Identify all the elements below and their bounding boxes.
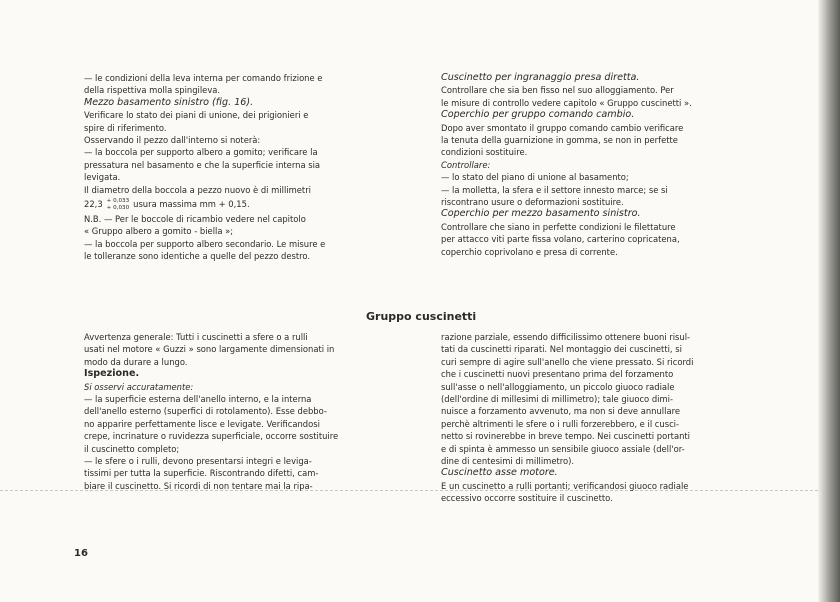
section-title: Gruppo cuscinetti [366, 310, 477, 323]
right-column-top [441, 72, 771, 258]
formula-lower: + 0,030 [106, 204, 130, 211]
text-line: Dopo aver smontato il gruppo comando cambio verificare [441, 122, 684, 133]
text-line: Controllare: [441, 159, 491, 170]
text-line: crepe, incrinature o ruvidezza superficiale, occorre sostituire [84, 431, 339, 442]
text-line: E un cuscinetto a rulli portanti; verificandosi giuoco radiale [441, 480, 689, 491]
text-line: « Gruppo albero a gomito - biella »; [84, 226, 234, 237]
text-line: curi sempre di agire sull'anello che viene pressato. Si ricordi [441, 356, 694, 367]
text-line: Verificare lo stato dei piani di unione, dei prigionieri e [84, 110, 309, 121]
text-line: razione parziale, essendo difficilissimo ottenere buoni risul- [441, 332, 691, 342]
text-line: Avvertenza generale: Tutti i cuscinetti a sfere o a rulli [84, 332, 308, 342]
text-line: e di spinta è ammesso un sensibile giuoco assiale (dell'or- [441, 443, 685, 454]
text-line: Controllare che siano in perfette condizioni le filettature [441, 221, 676, 232]
text-line: della rispettiva molla spingileva. [84, 85, 221, 96]
text-line: Cuscinetto asse motore. [441, 467, 558, 479]
text-line: riscontrano usure o deformazioni sostituire. [441, 197, 624, 208]
formula-base: 22,3 [84, 199, 103, 210]
text-line: Coperchio per gruppo comando cambio. [441, 109, 635, 121]
text-line: le tolleranze sono identiche a quelle del pezzo destro. [84, 251, 311, 262]
page-edge-shadow [818, 0, 840, 602]
text-line: dine di centesimi di millimetro). [441, 456, 575, 467]
text-line: (dell'ordine di millesimi di millimetro); tale giuoco dimi- [441, 394, 673, 405]
text-line: netto si rovinerebbe in breve tempo. Nei cuscinetti portanti [441, 431, 691, 442]
formula-upper: + 0,033 [106, 198, 130, 205]
text-line: sull'asse o nell'alloggiamento, un piccolo giuoco radiale [441, 381, 675, 392]
text-line: levigata. [84, 172, 121, 183]
text-line: tati da cuscinetti riparati. Nel montaggio dei cuscinetti, si [441, 344, 682, 355]
text-line: coperchio coprivolano e presa di corrente. [441, 246, 618, 257]
formula-tolerance [107, 198, 129, 211]
left-column-lower [84, 331, 414, 492]
text-line: biare il cuscinetto. Si ricordi di non tentare mai la ripa- [84, 480, 313, 491]
text-line: per attacco viti parte fissa volano, carterino copricatena, [441, 234, 680, 245]
text-line: no apparire perfettamente lisce e levigate. Verificandosi [84, 418, 320, 429]
text-line: usati nel motore « Guzzi » sono largamente dimensionati in [84, 344, 335, 355]
text-line: spire di riferimento. [84, 122, 167, 133]
text-line: tissimi per tutta la superficie. Riscontrando difetti, cam- [84, 468, 319, 479]
text-line: il cuscinetto completo; [84, 443, 180, 454]
text-line: perchè altrimenti le sfere o i rulli forzerebbero, e il cusci- [441, 418, 680, 429]
text-line: — la superficie esterna dell'anello interno, e la interna [84, 394, 312, 405]
text-line: nuisce a forzamento avvenuto, ma non si deve annullare [441, 406, 680, 417]
text-line: — la molletta, la sfera e il settore innesto marce; se si [441, 184, 668, 195]
text-line: — lo stato del piano di unione al basamento; [441, 172, 629, 183]
text-line: eccessivo occorre sostituire il cuscinetto. [441, 493, 613, 504]
tolerance-formula [84, 196, 414, 213]
left-column-top [84, 72, 414, 263]
formula-rest: usura massima mm + 0,15. [133, 199, 250, 210]
text-line: Si osservi accuratamente: [84, 381, 194, 392]
text-line: modo da durare a lungo. [84, 356, 188, 367]
text-line: Cuscinetto per ingranaggio presa diretta. [441, 72, 640, 83]
text-line: le misure di controllo vedere capitolo « Gruppo cuscinetti ». [441, 97, 692, 108]
text-line: Il diametro della boccola a pezzo nuovo è di millimetri [84, 184, 311, 195]
right-column-lower [441, 331, 771, 505]
text-line: N.B. — Per le boccole di ricambio vedere nel capitolo [84, 214, 306, 225]
text-line: Controllare che sia ben fisso nel suo alloggiamento. Per [441, 85, 674, 96]
text-line: — la boccola per supporto albero secondario. Le misure e [84, 238, 326, 249]
text-line: Coperchio per mezzo basamento sinistro. [441, 208, 641, 220]
text-line: la tenuta della guarnizione in gomma, se non in perfette [441, 135, 678, 146]
text-line: Ispezione. [84, 368, 140, 380]
text-line: condizioni sostituire. [441, 147, 528, 158]
text-line: dell'anello esterno (superfici di rotolamento). Esse debbo- [84, 406, 327, 417]
text-line: — le condizioni della leva interna per comando frizione e [84, 73, 323, 83]
text-line: — le sfere o i rulli, devono presentarsi integri e leviga- [84, 456, 312, 467]
page-number: 16 [74, 548, 88, 559]
text-line: pressatura nel basamento e che la superficie interna sia [84, 159, 321, 170]
text-line: Mezzo basamento sinistro (fig. 16). [84, 96, 254, 108]
text-line: che i cuscinetti nuovi presentano prima del forzamento [441, 369, 674, 380]
text-line: Osservando il pezzo dall'interno si noterà: [84, 135, 261, 146]
text-line: — la boccola per supporto albero a gomito; verificare la [84, 147, 318, 158]
